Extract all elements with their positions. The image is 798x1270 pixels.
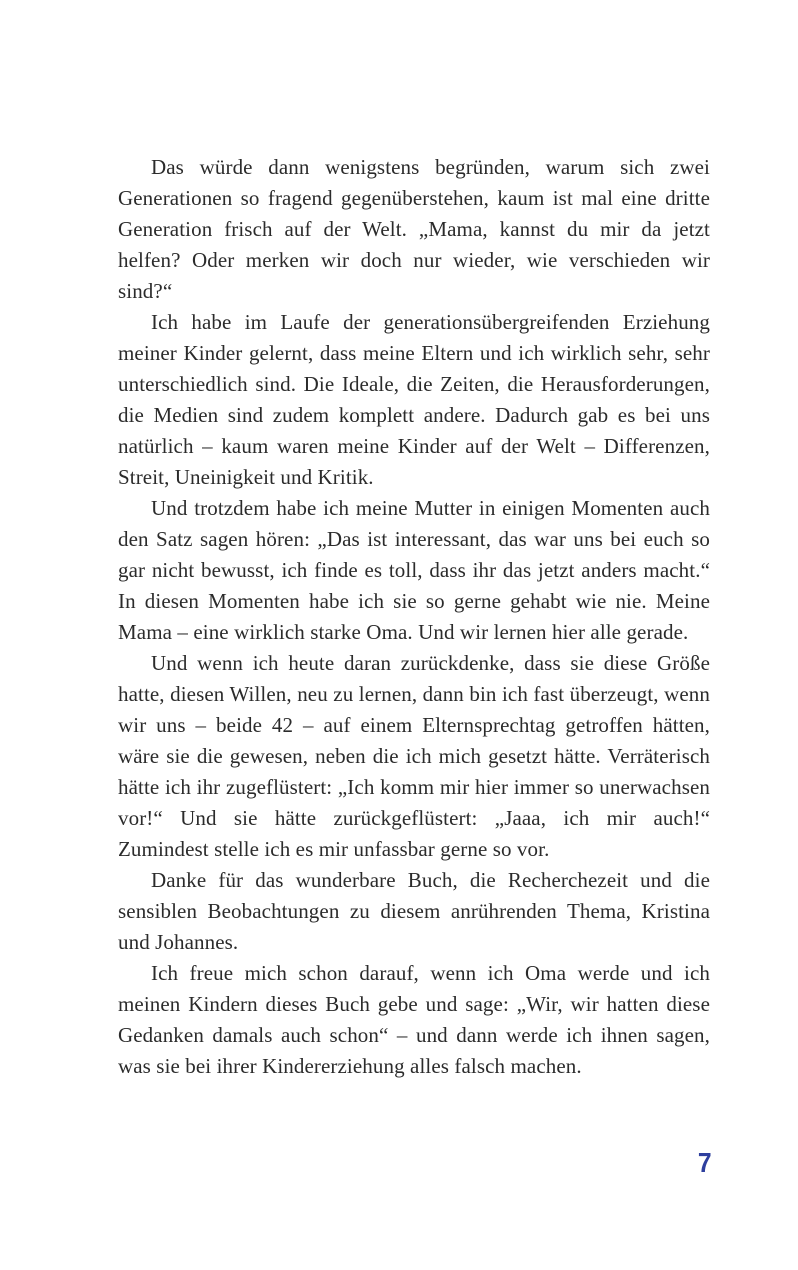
page-number: 7 [698, 1147, 712, 1178]
paragraph: Danke für das wunderbare Buch, die Recherchezeit und die sensiblen Beobachtungen zu diesem anrührenden Thema, Kristina und Johannes. [118, 868, 710, 954]
paragraph: Ich habe im Laufe der generationsübergreifenden Erziehung meiner Kinder gelernt, dass meine Eltern und ich wirklich sehr, sehr unterschiedlich sind. Die Ideale, die Zeiten, die Herausforderungen, die Medien sind zudem komplett andere. Dadurch gab es bei uns natürlich – kaum waren meine Kinder auf der Welt – Differenzen, Streit, Uneinigkeit und Kritik. [118, 310, 710, 489]
paragraph: Und wenn ich heute daran zurückdenke, dass sie diese Größe hatte, diesen Willen, neu zu lernen, dann bin ich fast überzeugt, wenn wir uns – beide 42 – auf einem Elternsprechtag getroffen hätten, wäre sie die gewesen, neben die ich mich gesetzt hätte. Verräterisch hätte ich ihr zugeflüstert: „Ich komm mir hier immer so unerwachsen vor!“ Und sie hätte zurückgeflüstert: „Jaaa, ich mir auch!“ Zumindest stelle ich es mir unfassbar gerne so vor. [118, 651, 710, 861]
paragraph: Ich freue mich schon darauf, wenn ich Oma werde und ich meinen Kindern dieses Buch gebe und sage: „Wir, wir hatten diese Gedanken damals auch schon“ – und dann werde ich ihnen sagen, was sie bei ihrer Kindererziehung alles falsch machen. [118, 961, 710, 1078]
body-text-block [118, 152, 710, 1082]
paragraph: Das würde dann wenigstens begründen, warum sich zwei Generationen so fragend gegenüberstehen, kaum ist mal eine dritte Generation frisch auf der Welt. „Mama, kannst du mir da jetzt helfen? Oder merken wir doch nur wieder, wie verschieden wir sind?“ [118, 155, 710, 303]
paragraph: Und trotzdem habe ich meine Mutter in einigen Momenten auch den Satz sagen hören: „Das ist interessant, das war uns bei euch so gar nicht bewusst, ich finde es toll, dass ihr das jetzt anders macht.“ In diesen Momenten habe ich sie so gerne gehabt wie nie. Meine Mama – eine wirklich starke Oma. Und wir lernen hier alle gerade. [118, 496, 710, 644]
